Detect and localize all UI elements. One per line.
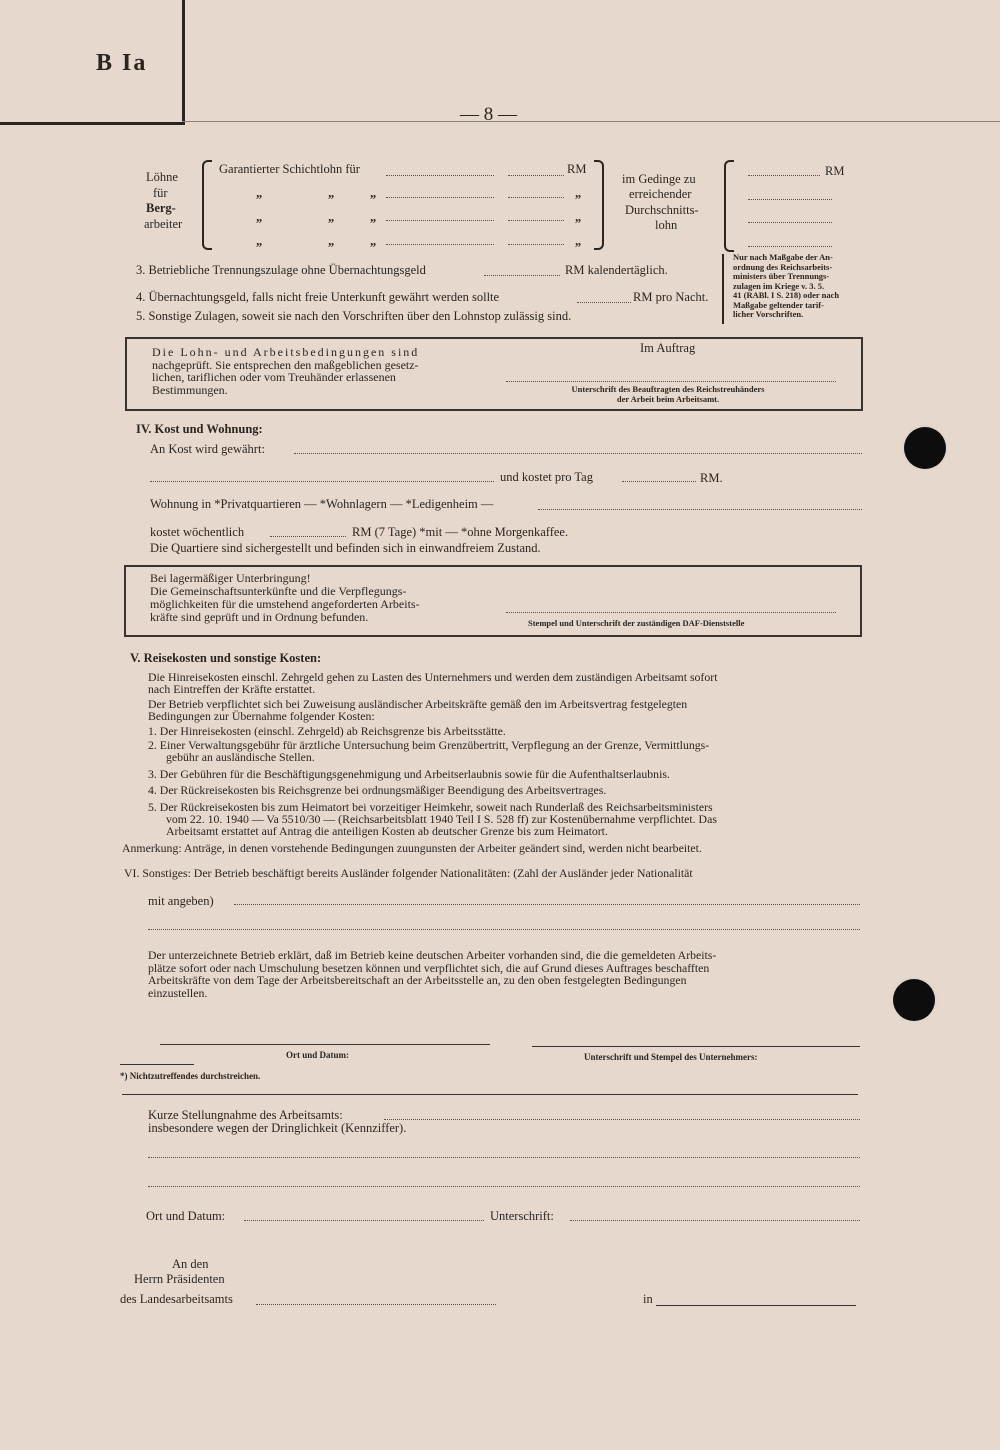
ditto-mark: „ [256, 186, 263, 200]
daf-stamp-caption: Stempel und Unterschrift der zuständigen DAF-Dienststelle [528, 618, 745, 628]
nationalities-field-2[interactable] [148, 929, 860, 930]
landesarbeitsamt-field[interactable] [256, 1304, 496, 1305]
rm-label-1: RM [567, 162, 587, 176]
item5-label: 5. Sonstige Zulagen, soweit sie nach den Vorschriften über den Lohnstop zulässig sind. [136, 309, 572, 323]
declaration-line: Arbeitskräfte von dem Tage der Arbeitsbereitschaft an der Arbeitsstelle an, zu den oben festgelegten Bedingungen [148, 973, 687, 988]
section4-heading: IV. Kost und Wohnung: [136, 422, 263, 436]
shift-wage-field-2[interactable] [386, 197, 494, 198]
shift-wage-amount-2[interactable] [508, 197, 564, 198]
kostet-woech-field[interactable] [270, 536, 346, 537]
piece-wage-label-1: im Gedinge zu [622, 172, 696, 186]
piece-wage-field-1[interactable] [748, 175, 820, 176]
piece-wage-field-2[interactable] [748, 199, 832, 200]
approval-line: Bestimmungen. [152, 382, 228, 397]
piece-wage-field-3[interactable] [748, 222, 832, 223]
declaration [148, 949, 716, 999]
ditto-mark: „ [575, 186, 582, 200]
s5-item-1: 1. Der Hinreisekosten (einschl. Zehrgeld) ab Reichsgrenze bis Arbeitsstätte. [148, 723, 506, 738]
piece-wage-field-4[interactable] [748, 246, 832, 247]
s5-p2-line: Bedingungen zur Übernahme folgender Kosten: [148, 709, 375, 724]
s5-item-2b: gebühr an ausländische Stellen. [166, 750, 315, 765]
kostet-woech-suffix: RM (7 Tage) *mit — *ohne Morgenkaffee. [352, 525, 569, 539]
shift-wage-field-4[interactable] [386, 244, 494, 245]
s5-item-3: 3. Der Gebühren für die Beschäftigungsgenehmigung und Arbeitserlaubnis sowie für die Aufenthaltserlaubnis. [148, 766, 670, 781]
ditto-mark: „ [370, 210, 377, 224]
side-note-line: Nur nach Maßgabe der An- [733, 252, 833, 262]
arbeitsamt-signature-field[interactable] [570, 1220, 860, 1221]
s5-item-2: 2. Einer Verwaltungsgebühr für ärztliche Untersuchung beim Grenzübertritt, Verpflegung an der Grenze, Vermittlungs- [148, 738, 710, 753]
approval-signature-caption [538, 385, 798, 404]
section6-heading: VI. Sonstiges: Der Betrieb beschäftigt bereits Ausländer folgender Nationalitäten: (Zahl der Ausländer jeder Nationalität [124, 866, 693, 880]
approval-line: nachgeprüft. Sie entsprechen den maßgeblichen gesetz- [152, 357, 419, 372]
declaration-line: plätze sofort oder nach Umschulung besetzen können und verpflichtet sich, die auf Grund dieses Auftrages beschafften [148, 960, 710, 975]
shift-wage-amount-4[interactable] [508, 244, 564, 245]
s5-item-5c: Arbeitsamt erstattet auf Antrag die anteiligen Kosten ab deutscher Grenze bis zum Heimatort. [166, 824, 608, 839]
address-line-1: An den [172, 1257, 209, 1271]
arbeitsamt-box [122, 1094, 858, 1095]
item4-suffix: RM pro Nacht. [633, 290, 709, 304]
arbeitsamt-field-3[interactable] [148, 1186, 860, 1187]
kost-field-2[interactable] [150, 481, 494, 482]
arbeitsamt-field-2[interactable] [148, 1157, 860, 1158]
ditto-mark: „ [328, 210, 335, 224]
ditto-mark: „ [370, 234, 377, 248]
s5-item-5: 5. Der Rückreisekosten bis zum Heimatort bei vorzeitiger Heimkehr, soweit nach Runderlaß des Reichsarbeitsministers [148, 799, 713, 814]
right-brace [594, 160, 604, 250]
wage-group-label-1: Löhne [146, 170, 178, 184]
ditto-mark: „ [328, 234, 335, 248]
unternehmer-signature-line[interactable] [532, 1046, 860, 1047]
address-line-2: Herrn Präsidenten [134, 1272, 225, 1286]
daf-signature-field[interactable] [506, 612, 836, 613]
lager-text [150, 572, 420, 624]
punch-hole [893, 979, 935, 1021]
s5-item-4: 4. Der Rückreisekosten bis Reichsgrenze bei ordnungsmäßiger Beendigung des Arbeitsvertrages. [148, 783, 607, 798]
kost-field[interactable] [294, 453, 862, 454]
approval-line: Die Lohn- und Arbeitsbedingungen sind [152, 345, 420, 359]
wohnung-label: Wohnung in *Privatquartieren — *Wohnlagern — *Ledigenheim — [150, 497, 494, 511]
footnote: *) Nichtzutreffendes durchstreichen. [120, 1071, 261, 1081]
ort-datum-line[interactable] [160, 1044, 490, 1045]
approval-line: lichen, tariflichen oder vom Treuhänder erlassenen [152, 370, 396, 384]
shift-wage-amount-1[interactable] [508, 175, 564, 176]
wage-group-label-4: arbeiter [144, 217, 183, 231]
kost-label: An Kost wird gewährt: [150, 442, 265, 456]
item4-field[interactable] [577, 302, 631, 303]
declaration-line: einzustellen. [148, 985, 208, 1000]
shift-wage-field-1[interactable] [386, 175, 494, 176]
side-note-line: licher Vorschriften. [733, 309, 804, 319]
piece-brace [724, 160, 734, 252]
left-brace [202, 160, 212, 250]
lager-line: Die Gemeinschaftsunterkünfte und die Verpflegungs- [150, 584, 407, 598]
ditto-mark: „ [256, 234, 263, 248]
section6-cont: mit angeben) [148, 894, 214, 908]
address-in: in [643, 1292, 653, 1306]
header-rule [182, 121, 1000, 122]
punch-hole [904, 427, 946, 469]
caption-line: der Arbeit beim Arbeitsamt. [616, 393, 720, 404]
side-note-brace [722, 254, 730, 324]
anmerkung: Anmerkung: Anträge, in denen vorstehende Bedingungen zuungunsten der Arbeiter geändert sind, werden nicht bearbeitet. [122, 841, 702, 855]
item3-suffix: RM kalendertäglich. [565, 263, 668, 277]
ditto-mark: „ [256, 210, 263, 224]
address-city-line[interactable] [656, 1305, 856, 1306]
footnote-rule [120, 1064, 194, 1065]
shift-wage-label: Garantierter Schichtlohn für [219, 162, 360, 176]
s5-p2-line: Der Betrieb verpflichtet sich bei Zuweisung ausländischer Arbeitskräfte gemäß den im Arbeitsvertrag festgelegten [148, 696, 688, 711]
item4-label: 4. Übernachtungsgeld, falls nicht freie Unterkunft gewährt werden sollte [136, 290, 500, 304]
side-note [733, 253, 865, 320]
ditto-mark: „ [575, 210, 582, 224]
approval-signature-field[interactable] [506, 381, 836, 382]
page-number: — 8 — [460, 104, 517, 125]
s5-item-5b: vom 22. 10. 1940 — Va 5510/30 — (Reichsarbeitsblatt 1940 Teil I S. 528 ff) zur Kostenübernahme verpflichtet. Das [166, 812, 717, 827]
arbeitsamt-unterschrift: Unterschrift: [490, 1209, 554, 1223]
nationalities-field-1[interactable] [234, 904, 860, 905]
address-line-3: des Landesarbeitsamts [120, 1292, 233, 1306]
wohnung-field[interactable] [538, 509, 862, 510]
arbeitsamt-ort-datum: Ort und Datum: [146, 1209, 226, 1223]
arbeitsamt-line2: insbesondere wegen der Dringlichkeit (Kennziffer). [148, 1121, 407, 1135]
approval-text [152, 346, 419, 396]
caption-line: Unterschrift des Beauftragten des Reichstreuhänders [571, 384, 765, 394]
lager-line: Bei lagermäßiger Unterbringung! [150, 571, 311, 585]
side-note-line: 41 (RABl. I S. 218) oder nach [733, 290, 840, 300]
arbeitsamt-field-1[interactable] [384, 1119, 860, 1120]
kost-rm: RM. [700, 471, 723, 485]
lager-line: kräfte sind geprüft und in Ordnung befunden. [150, 610, 369, 624]
kostet-pro-tag-label: und kostet pro Tag [500, 470, 593, 484]
s5-p1-line: Die Hinreisekosten einschl. Zehrgeld gehen zu Lasten des Unternehmers und werden dem zuständigen Arbeitsamt sofort [148, 670, 718, 684]
shift-wage-amount-3[interactable] [508, 220, 564, 221]
ditto-mark: „ [575, 234, 582, 248]
piece-wage-label-3: Durchschnitts- [625, 203, 699, 217]
section5-heading: V. Reisekosten und sonstige Kosten: [130, 651, 322, 665]
form-code-box [0, 0, 185, 125]
side-note-line: ministers über Trennungs- [733, 271, 830, 281]
quartiere-text: Die Quartiere sind sichergestellt und befinden sich in einwandfreiem Zustand. [150, 541, 541, 555]
section5-body [148, 671, 717, 838]
item3-label: 3. Betriebliche Trennungszulage ohne Übernachtungsgeld [136, 263, 426, 277]
item3-field[interactable] [484, 275, 560, 276]
wage-group-label-3: Berg- [146, 201, 176, 215]
side-note-line: zulagen im Kriege v. 3. 5. [733, 280, 825, 291]
piece-wage-label-4: lohn [655, 218, 678, 232]
side-note-line: Maßgabe geltender tarif- [733, 299, 824, 310]
arbeitsamt-ort-field[interactable] [244, 1220, 484, 1221]
lager-line: möglichkeiten für die umstehend angeforderten Arbeits- [150, 597, 420, 611]
wage-group-label-2: für [153, 186, 168, 200]
ditto-mark: „ [370, 186, 377, 200]
kost-price-field[interactable] [622, 481, 696, 482]
arbeitsamt-line1: Kurze Stellungnahme des Arbeitsamts: [148, 1108, 343, 1122]
kostet-woech-label: kostet wöchentlich [150, 525, 245, 539]
declaration-line: Der unterzeichnete Betrieb erklärt, daß im Betrieb keine deutschen Arbeiter vorhanden sind, die die gemeldeten Arbeits- [148, 948, 717, 962]
side-note-line: ordnung des Reichsarbeits- [733, 261, 833, 272]
s5-p1-line: nach Eintreffen der Kräfte erstattet. [148, 682, 316, 697]
unternehmer-caption: Unterschrift und Stempel des Unternehmers: [584, 1052, 758, 1062]
ort-datum-caption: Ort und Datum: [286, 1050, 350, 1060]
shift-wage-field-3[interactable] [386, 220, 494, 221]
rm-label-piece: RM [825, 164, 845, 178]
im-auftrag: Im Auftrag [640, 341, 696, 355]
piece-wage-label-2: erreichender [629, 187, 692, 201]
form-code: B Ia [96, 50, 148, 76]
ditto-mark: „ [328, 186, 335, 200]
